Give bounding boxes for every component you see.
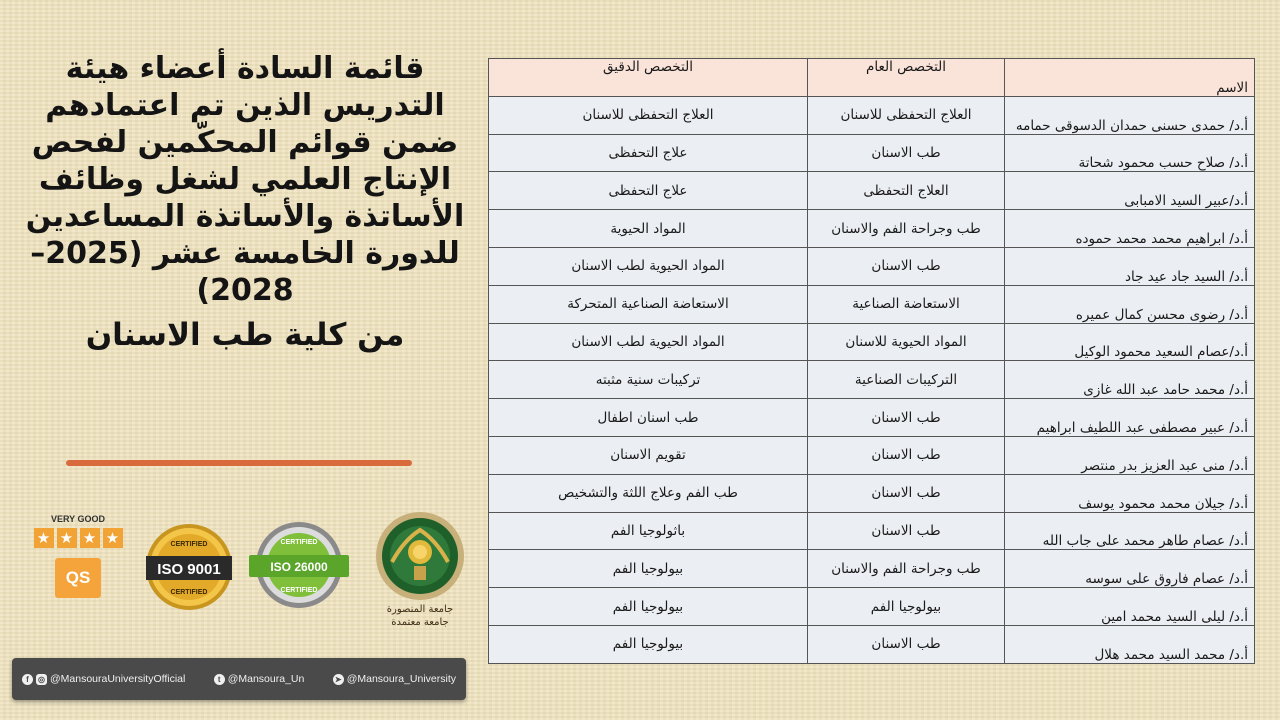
table-row (489, 247, 1255, 285)
table-row (489, 550, 1255, 588)
cell-name: أ.د/ ليلى السيد محمد امين (1005, 588, 1255, 626)
cell-general: الاستعاضة الصناعية (808, 285, 1005, 323)
mansoura-university-seal (374, 510, 466, 628)
title-underline (66, 460, 412, 466)
cell-general: طب الاسنان (808, 134, 1005, 172)
iso-9001-seal (144, 522, 234, 612)
facebook-icon: f (22, 674, 33, 685)
table-row (489, 436, 1255, 474)
cell-name: أ.د/ عبير مصطفى عبد اللطيف ابراهيم (1005, 399, 1255, 437)
table-row (489, 96, 1255, 134)
star-icon: ★ (103, 528, 123, 548)
instagram-icon: ◎ (36, 674, 47, 685)
column-header-specific: التخصص الدقيق (489, 59, 808, 97)
table-row (489, 323, 1255, 361)
cell-specific: المواد الحيوية لطب الاسنان (489, 247, 808, 285)
social-facebook-instagram[interactable] (22, 673, 185, 685)
table-row (489, 210, 1255, 248)
cell-specific: تقويم الاسنان (489, 436, 808, 474)
cell-specific: تركيبات سنية مثبته (489, 361, 808, 399)
qs-stars (30, 528, 126, 548)
cell-name: أ.د/ السيد جاد عيد جاد (1005, 247, 1255, 285)
column-header-general: التخصص العام (808, 59, 1005, 97)
cell-specific: المواد الحيوية لطب الاسنان (489, 323, 808, 361)
cell-name: أ.د/ ابراهيم محمد محمد حموده (1005, 210, 1255, 248)
cell-general: طب الاسنان (808, 474, 1005, 512)
social-telegram[interactable] (333, 673, 456, 685)
star-icon: ★ (80, 528, 100, 548)
cell-general: بيولوجيا الفم (808, 588, 1005, 626)
cell-name: أ.د/عبير السيد الامبابى (1005, 172, 1255, 210)
table-row (489, 474, 1255, 512)
cell-specific: المواد الحيوية (489, 210, 808, 248)
qs-logo: QS (55, 558, 101, 598)
iso-26000-text: ISO 26000 (270, 560, 328, 574)
iso-9001-top-text: CERTIFIED (170, 541, 208, 548)
iso-26000-seal (246, 520, 352, 610)
cell-name: أ.د/ عصام فاروق على سوسه (1005, 550, 1255, 588)
cell-specific: باثولوجيا الفم (489, 512, 808, 550)
cell-specific: علاج التحفظى (489, 134, 808, 172)
social-facebook-handle: @MansouraUniversityOfficial (50, 673, 186, 685)
table-row (489, 134, 1255, 172)
table-row (489, 512, 1255, 550)
seal-arc-text: جامعة المنصورة (386, 604, 454, 615)
cell-general: العلاج التحفظى (808, 172, 1005, 210)
cell-general: طب وجراحة الفم والاسنان (808, 550, 1005, 588)
social-telegram-handle: @Mansoura_University (346, 673, 456, 685)
cell-general: طب الاسنان (808, 436, 1005, 474)
seal-bottom-text: جامعة معتمدة (391, 617, 449, 628)
social-bar (12, 658, 466, 700)
table-row (489, 172, 1255, 210)
cell-specific: طب اسنان اطفال (489, 399, 808, 437)
cell-general: التركيبات الصناعية (808, 361, 1005, 399)
cell-name: أ.د/ رضوى محسن كمال عميره (1005, 285, 1255, 323)
cell-specific: علاج التحفظى (489, 172, 808, 210)
table-row (489, 285, 1255, 323)
page-subtitle: من كلية طب الاسنان (85, 317, 405, 353)
star-icon: ★ (34, 528, 54, 548)
cell-specific: بيولوجيا الفم (489, 588, 808, 626)
page-title: قائمة السادة أعضاء هيئة التدريس الذين تم اعتمادهم ضمن قوائم المحكّمين لفحص الإنتاج العلمي لشغل وظائف الأساتذة والأساتذة المساعدين للدورة الخامسة عشر (2025–2028) (25, 51, 465, 308)
telegram-icon: ➤ (333, 674, 344, 685)
cell-specific: بيولوجيا الفم (489, 625, 808, 663)
cell-specific: العلاج التحفظى للاسنان (489, 96, 808, 134)
qs-rating-badge (30, 514, 126, 616)
cell-name: أ.د/ صلاح حسب محمود شحاتة (1005, 134, 1255, 172)
table-row (489, 399, 1255, 437)
cell-general: المواد الحيوية للاسنان (808, 323, 1005, 361)
cell-general: طب الاسنان (808, 399, 1005, 437)
cell-general: طب الاسنان (808, 512, 1005, 550)
cell-specific: الاستعاضة الصناعية المتحركة (489, 285, 808, 323)
table-row (489, 361, 1255, 399)
social-twitter[interactable] (214, 673, 305, 685)
cell-name: أ.د/ منى عبد العزيز بدر منتصر (1005, 436, 1255, 474)
iso-26000-bottom-text: CERTIFIED (280, 587, 318, 594)
title-block (20, 50, 470, 355)
table-header-row (489, 59, 1255, 97)
cell-general: طب وجراحة الفم والاسنان (808, 210, 1005, 248)
twitter-icon: t (214, 674, 225, 685)
cell-name: أ.د/عصام السعيد محمود الوكيل (1005, 323, 1255, 361)
iso-9001-bottom-text: CERTIFIED (170, 589, 208, 596)
qs-rating-label: VERY GOOD (50, 514, 105, 524)
cell-specific: طب الفم وعلاج اللثة والتشخيص (489, 474, 808, 512)
iso-9001-text: ISO 9001 (157, 561, 221, 578)
table-row (489, 588, 1255, 626)
cell-general: طب الاسنان (808, 247, 1005, 285)
cell-name: أ.د/ حمدى حسنى حمدان الدسوقى حمامه (1005, 96, 1255, 134)
cell-name: أ.د/ عصام طاهر محمد على جاب الله (1005, 512, 1255, 550)
star-icon: ★ (57, 528, 77, 548)
column-header-name: الاسم (1005, 59, 1255, 97)
cell-name: أ.د/ محمد حامد عبد الله غازى (1005, 361, 1255, 399)
reviewers-table (488, 58, 1255, 664)
cell-specific: بيولوجيا الفم (489, 550, 808, 588)
cell-general: العلاج التحفظى للاسنان (808, 96, 1005, 134)
cell-name: أ.د/ جيلان محمد محمود يوسف (1005, 474, 1255, 512)
iso-26000-top-text: CERTIFIED (280, 539, 318, 546)
cell-name: أ.د/ محمد السيد محمد هلال (1005, 625, 1255, 663)
table-row (489, 625, 1255, 663)
cell-general: طب الاسنان (808, 625, 1005, 663)
social-twitter-handle: @Mansoura_Un (227, 673, 305, 685)
